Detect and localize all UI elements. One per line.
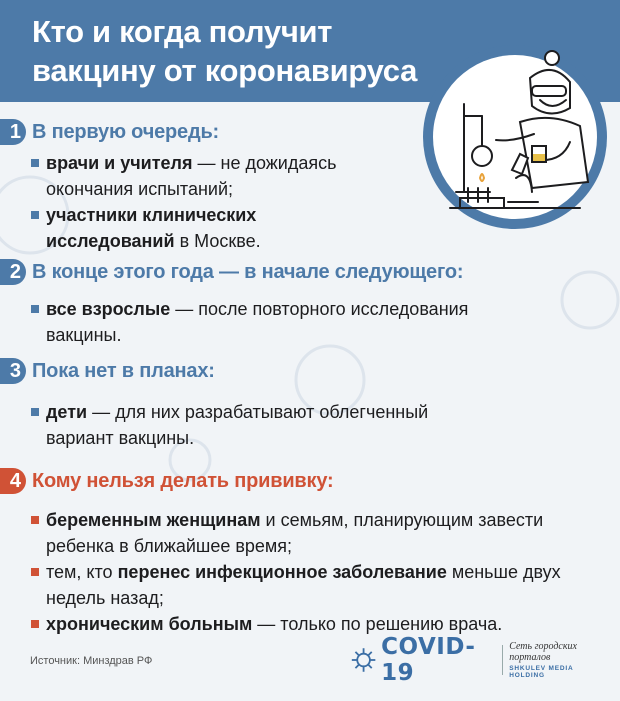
section-1-list xyxy=(30,150,370,254)
section-number-badge: 2 xyxy=(0,259,26,285)
section-3-list xyxy=(30,399,500,451)
holding-name: SHKULEV MEDIA HOLDING xyxy=(509,665,574,679)
list-item: беременным женщинам и семьям, планирующим завести ребенка в ближайшее время; xyxy=(30,507,570,559)
network-brand xyxy=(509,641,610,679)
section-number-badge: 1 xyxy=(0,119,26,145)
section-3-heading xyxy=(0,356,215,386)
list-item: все взрослые — после повторного исследования вакцины. xyxy=(30,296,520,348)
source-note: Источник: Минздрав РФ xyxy=(30,655,153,667)
section-title: В конце этого года — в начале следующего: xyxy=(32,260,464,283)
virus-icon xyxy=(350,645,377,675)
logo-divider xyxy=(502,645,503,675)
page-title: Кто и когда получит вакцину от коронавируса xyxy=(32,14,418,88)
covid19-logo-text: COVID-19 xyxy=(381,634,476,686)
section-title: Кому нельзя делать прививку: xyxy=(32,469,334,492)
section-2-list xyxy=(30,296,520,348)
section-title: В первую очередь: xyxy=(32,120,220,143)
covid19-logo xyxy=(350,634,610,686)
network-name: Сеть городских порталов xyxy=(509,641,577,663)
list-item: тем, кто перенес инфекционное заболевание меньше двух недель назад; xyxy=(30,559,570,611)
section-number-badge: 3 xyxy=(0,358,26,384)
list-item: хроническим больным — только по решению врача. xyxy=(30,611,570,637)
section-4-heading xyxy=(0,466,333,496)
section-4-list xyxy=(30,507,570,637)
list-item: врачи и учителя — не дожидаясь окончания испытаний; xyxy=(30,150,370,202)
list-item: участники клинических исследований в Москве. xyxy=(30,202,370,254)
section-1-heading xyxy=(0,117,219,147)
section-2-heading xyxy=(0,257,463,287)
scientist-lab-illustration xyxy=(420,42,610,232)
section-title: Пока нет в планах: xyxy=(32,359,215,382)
section-number-badge: 4 xyxy=(0,468,26,494)
list-item: дети — для них разрабатывают облегченный вариант вакцины. xyxy=(30,399,500,451)
